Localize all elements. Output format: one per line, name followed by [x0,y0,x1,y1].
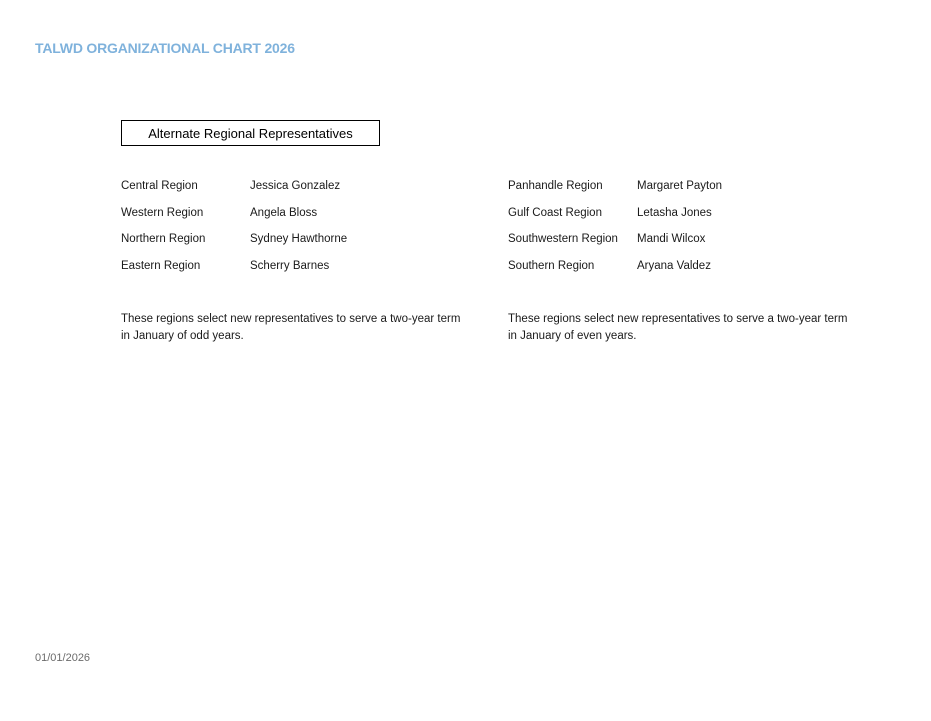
list-item [508,176,848,203]
region-label: Western Region [121,206,204,219]
region-label: Southwestern Region [508,233,618,246]
representative-name: Letasha Jones [637,206,712,219]
left-region-list [121,176,461,282]
representative-name: Mandi Wilcox [637,233,706,246]
odd-years-note: These regions select new representatives to serve a two-year term in January of odd years. [121,313,461,342]
section-heading: Alternate Regional Representatives [148,126,353,141]
list-item [121,203,461,230]
document-title: TALWD ORGANIZATIONAL CHART 2026 [35,40,295,56]
representative-name: Sydney Hawthorne [250,233,348,246]
list-item [121,176,461,203]
region-label: Southern Region [508,259,595,272]
section-heading-box [121,120,380,146]
list-item [121,229,461,256]
representative-name: Margaret Payton [637,180,723,192]
list-item [508,229,848,256]
region-label: Central Region [121,180,198,192]
region-label: Panhandle Region [508,180,603,192]
representative-name: Scherry Barnes [250,259,330,272]
even-years-note: These regions select new representatives to serve a two-year term in January of even years. [508,313,848,342]
representative-name: Jessica Gonzalez [250,180,341,192]
representative-name: Angela Bloss [250,206,318,219]
right-region-list [508,176,848,282]
footer-date: 01/01/2026 [35,652,91,664]
list-item [508,203,848,230]
list-item [121,256,461,283]
region-label: Gulf Coast Region [508,206,602,219]
list-item [508,256,848,283]
region-label: Eastern Region [121,259,201,272]
representative-name: Aryana Valdez [637,259,711,272]
region-label: Northern Region [121,233,206,246]
